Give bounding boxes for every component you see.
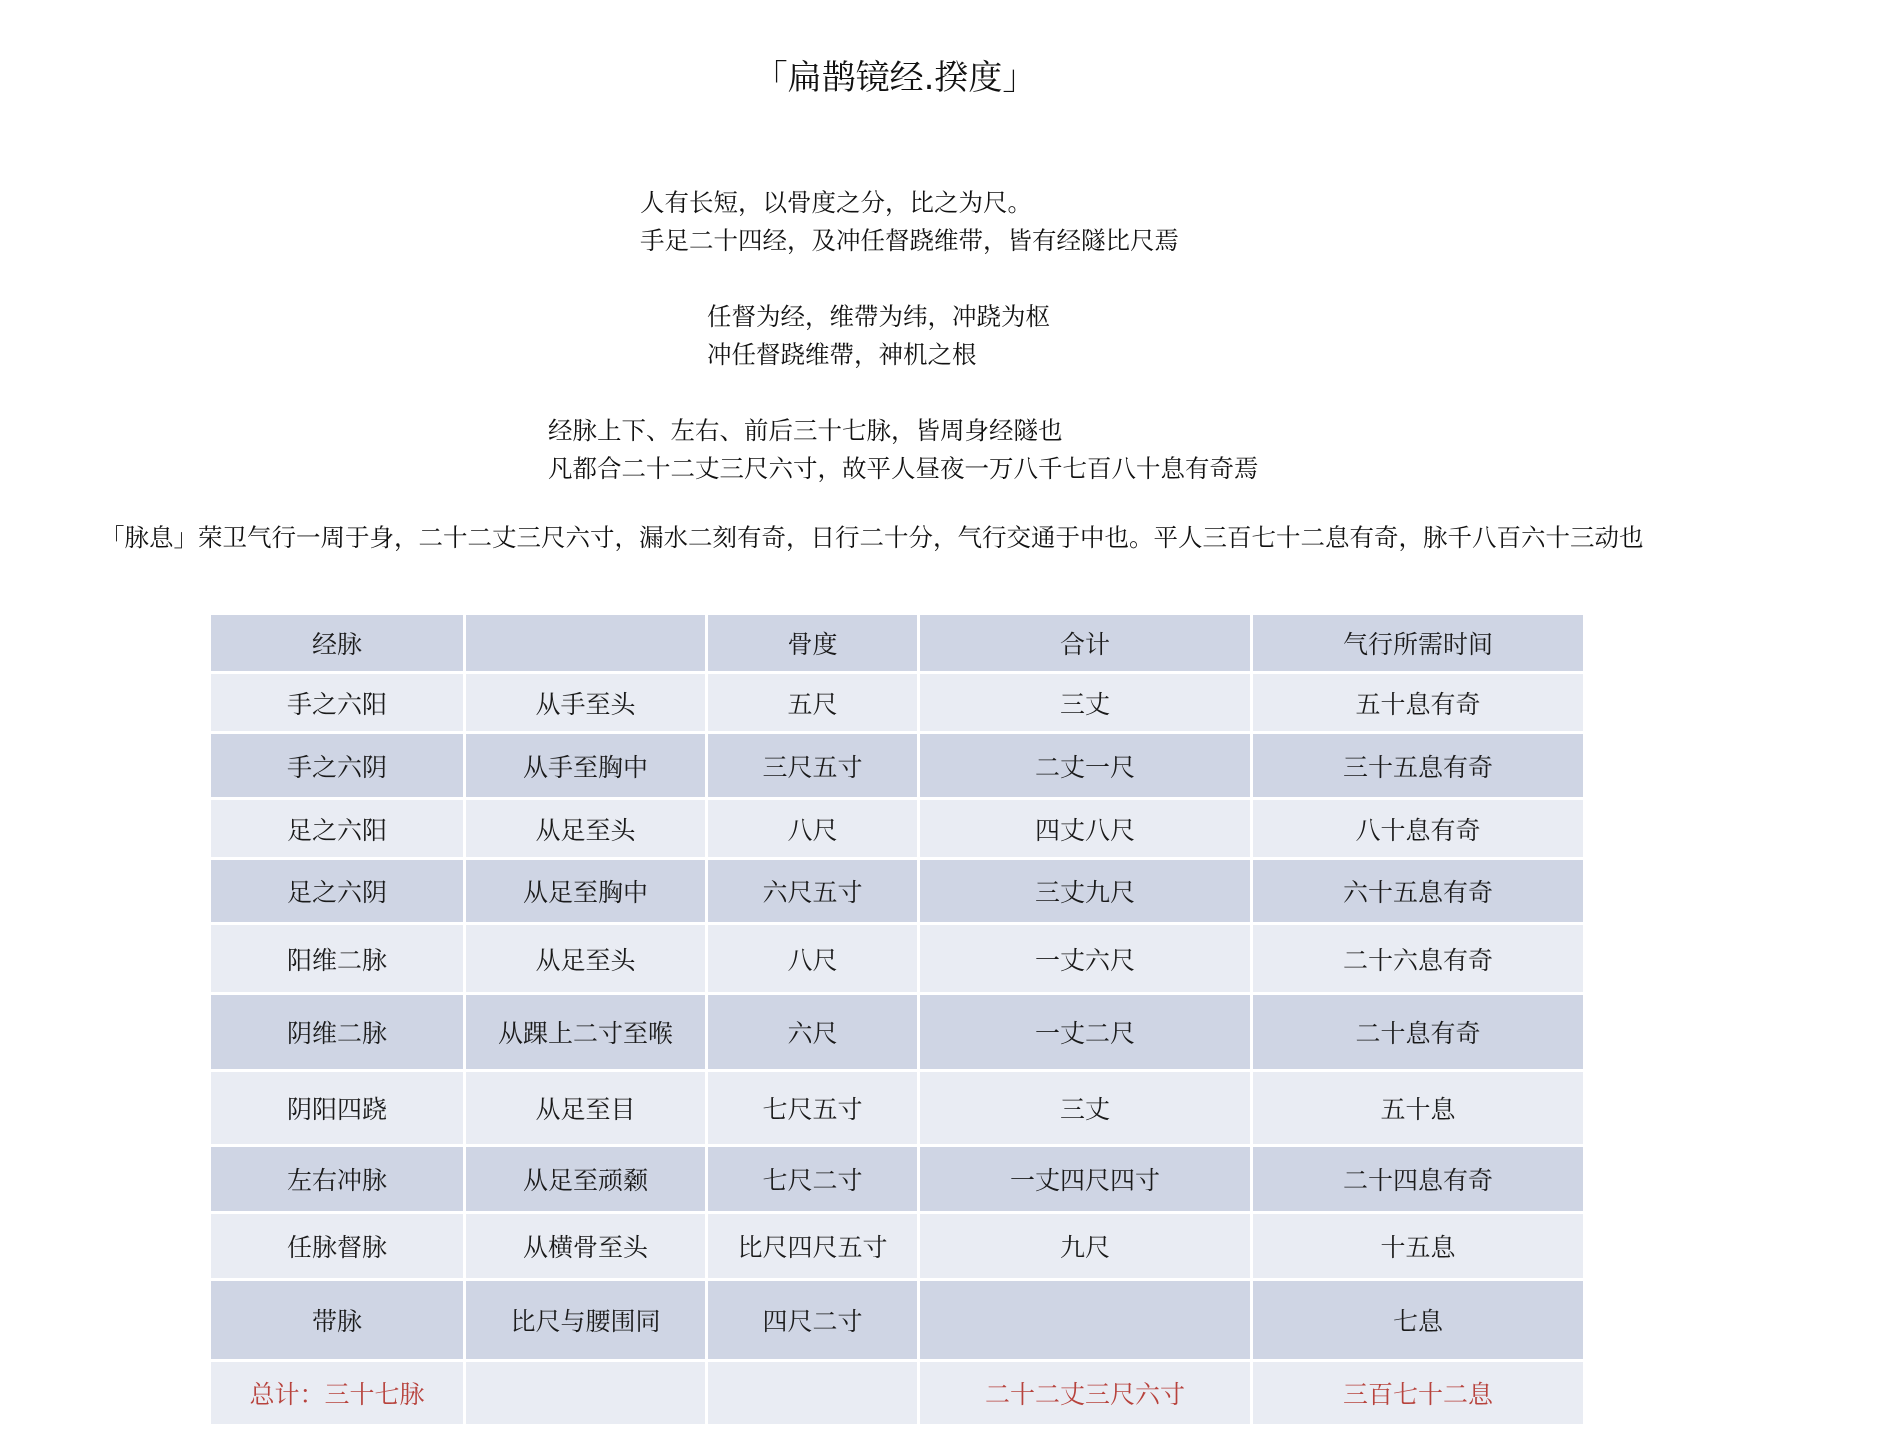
table-cell: 手之六阳 xyxy=(211,674,463,731)
total-length: 二十二丈三尺六寸 xyxy=(920,1362,1250,1424)
table-cell: 六尺 xyxy=(708,995,917,1069)
total-label: 总计：三十七脉 xyxy=(211,1362,463,1424)
table-cell xyxy=(920,1281,1250,1359)
table-row xyxy=(211,995,1583,1069)
table-cell: 从足至头 xyxy=(466,800,705,857)
table-cell: 左右冲脉 xyxy=(211,1147,463,1211)
table-cell: 五十息 xyxy=(1253,1072,1583,1144)
table-cell: 八尺 xyxy=(708,800,917,857)
table-cell: 从足至胸中 xyxy=(466,860,705,922)
table-cell: 三丈 xyxy=(920,674,1250,731)
table-cell: 从足至顽颡 xyxy=(466,1147,705,1211)
table-row xyxy=(211,1281,1583,1359)
table-cell: 六十五息有奇 xyxy=(1253,860,1583,922)
table-cell: 五十息有奇 xyxy=(1253,674,1583,731)
table-header-cell: 气行所需时间 xyxy=(1253,615,1583,671)
table-cell: 四尺二寸 xyxy=(708,1281,917,1359)
table-cell: 二十六息有奇 xyxy=(1253,925,1583,992)
table-cell: 足之六阴 xyxy=(211,860,463,922)
table-cell: 一丈六尺 xyxy=(920,925,1250,992)
table-cell: 从足至头 xyxy=(466,925,705,992)
table-row xyxy=(211,800,1583,857)
table-header-row xyxy=(211,615,1583,671)
table-row xyxy=(211,674,1583,731)
intro-line: 手足二十四经，及冲任督跷维带，皆有经隧比尺焉 xyxy=(640,226,1179,255)
table-cell: 三尺五寸 xyxy=(708,734,917,797)
table-cell: 十五息 xyxy=(1253,1214,1583,1278)
table-cell: 七尺二寸 xyxy=(708,1147,917,1211)
intro-line: 冲任督跷维帶，神机之根 xyxy=(707,340,977,369)
table-cell: 从足至目 xyxy=(466,1072,705,1144)
table-row xyxy=(211,1072,1583,1144)
table-header-cell: 骨度 xyxy=(708,615,917,671)
table-cell: 手之六阴 xyxy=(211,734,463,797)
table-cell xyxy=(466,1362,705,1424)
table-cell: 二丈一尺 xyxy=(920,734,1250,797)
table-total-row xyxy=(211,1362,1583,1424)
intro-line: 凡都合二十二丈三尺六寸，故平人昼夜一万八千七百八十息有奇焉 xyxy=(548,454,1259,483)
table-header-cell xyxy=(466,615,705,671)
table-cell: 七息 xyxy=(1253,1281,1583,1359)
meridian-table xyxy=(208,612,1586,1427)
table-row xyxy=(211,925,1583,992)
total-breaths: 三百七十二息 xyxy=(1253,1362,1583,1424)
table-row xyxy=(211,860,1583,922)
intro-line: 经脉上下、左右、前后三十七脉，皆周身经隧也 xyxy=(548,416,1063,445)
table-cell: 带脉 xyxy=(211,1281,463,1359)
table-cell: 三十五息有奇 xyxy=(1253,734,1583,797)
table-cell: 比尺四尺五寸 xyxy=(708,1214,917,1278)
table-cell: 二十息有奇 xyxy=(1253,995,1583,1069)
page-title: 「扁鹊镜经.揆度」 xyxy=(753,58,1037,98)
table-cell: 一丈四尺四寸 xyxy=(920,1147,1250,1211)
pulse-note: 「脉息」荣卫气行一周于身，二十二丈三尺六寸，漏水二刻有奇，日行二十分，气行交通于中也。平人三百七十二息有奇，脉千八百六十三动也 xyxy=(100,523,1644,552)
intro-line: 任督为经，维帶为纬，冲跷为枢 xyxy=(707,302,1050,331)
table-cell: 七尺五寸 xyxy=(708,1072,917,1144)
table-cell: 五尺 xyxy=(708,674,917,731)
table-cell: 阳维二脉 xyxy=(211,925,463,992)
intro-line: 人有长短，以骨度之分，比之为尺。 xyxy=(640,188,1032,217)
table-cell: 比尺与腰围同 xyxy=(466,1281,705,1359)
table-cell: 阴维二脉 xyxy=(211,995,463,1069)
table-cell: 九尺 xyxy=(920,1214,1250,1278)
table-cell: 四丈八尺 xyxy=(920,800,1250,857)
table-cell: 任脉督脉 xyxy=(211,1214,463,1278)
table-cell: 三丈九尺 xyxy=(920,860,1250,922)
table-row xyxy=(211,734,1583,797)
table-cell xyxy=(708,1362,917,1424)
table-cell: 八尺 xyxy=(708,925,917,992)
table-row xyxy=(211,1147,1583,1211)
table-cell: 八十息有奇 xyxy=(1253,800,1583,857)
table-cell: 阴阳四跷 xyxy=(211,1072,463,1144)
table-cell: 足之六阳 xyxy=(211,800,463,857)
table-row xyxy=(211,1214,1583,1278)
table-cell: 一丈二尺 xyxy=(920,995,1250,1069)
table-cell: 从横骨至头 xyxy=(466,1214,705,1278)
table-cell: 从手至头 xyxy=(466,674,705,731)
table-cell: 三丈 xyxy=(920,1072,1250,1144)
table-header-cell: 经脉 xyxy=(211,615,463,671)
table-cell: 从踝上二寸至喉 xyxy=(466,995,705,1069)
table-cell: 六尺五寸 xyxy=(708,860,917,922)
table-cell: 二十四息有奇 xyxy=(1253,1147,1583,1211)
table-cell: 从手至胸中 xyxy=(466,734,705,797)
table-header-cell: 合计 xyxy=(920,615,1250,671)
